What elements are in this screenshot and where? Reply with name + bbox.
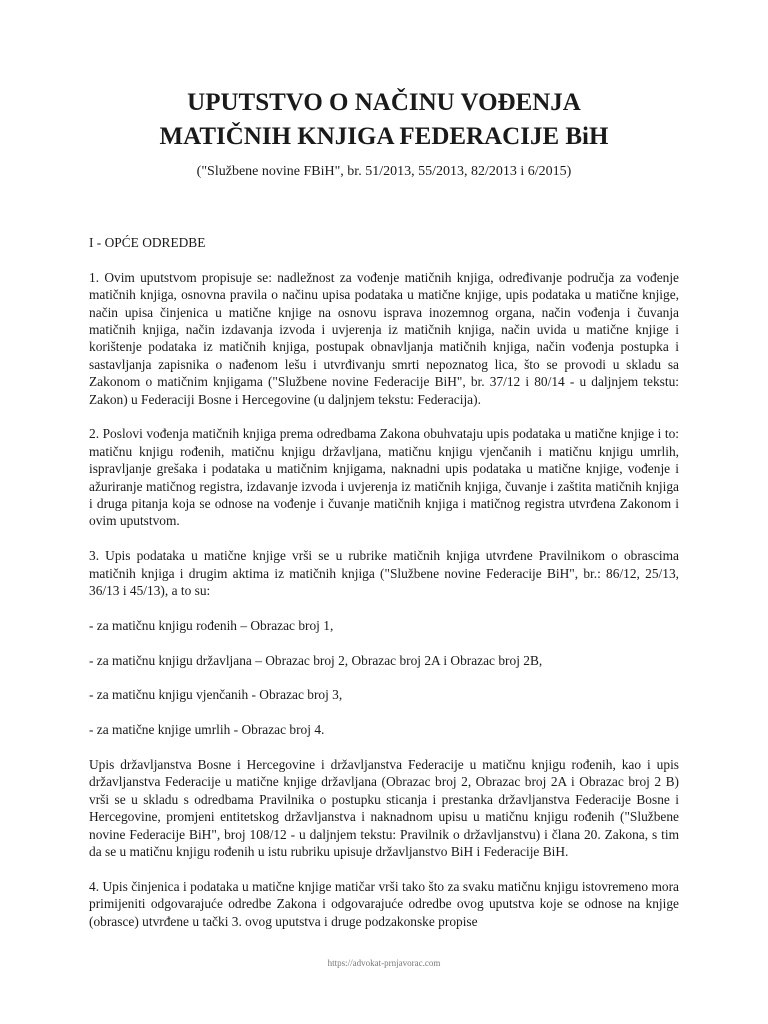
list-item: - za matičnu knjigu državljana – Obrazac broj 2, Obrazac broj 2A i Obrazac broj 2B, [89,652,543,668]
paragraph-3: 3. Upis podataka u matične knjige vrši se u rubrike matičnih knjiga utvrđene Pravilnikom o obrascima matičnih knjiga i drugim aktima iz matičnih knjiga ("Službene novine Federacije BiH", br.: 86/12, 25/13, 36/13 i 45/13), a to su: [89,548,679,599]
document-body [89,234,679,948]
footer-link[interactable]: https://advokat-prnjavorac.com [327,958,441,968]
paragraph-1: 1. Ovim uputstvom propisuje se: nadležnost za vođenje matičnih knjiga, određivanje područja za vođenje matičnih knjiga, osnovna pravila o načinu upisa podataka u matične knjige, upis podataka u matične knjige, način upisa činjenica u matične knjige na osnovu isprava inozemnog organa, način vođenja i čuvanja matičnih knjiga, način izdavanja izvoda i uvjerenja iz matičnih knjiga, način uvida u matične knjige i korištenje podataka iz matičnih knjiga, postupak obnavljanja matičnih knjiga, način vođenja postupka i sastavljanja zapisnika o nađenom lešu i utvrđivanju smrti nepoznatog lica, što se provodi u skladu sa Zakonom o matičnim knjigama ("Službene novine Federacije BiH", br. 37/12 i 80/14 - u daljnjem tekstu: Zakon) u Federaciji Bosne i Hercegovine (u daljnjem tekstu: Federacija). [89,269,679,407]
title-line-1: UPUTSTVO O NAČINU VOĐENJA [187,89,581,116]
title-line-2: MATIČNIH KNJIGA FEDERACIJE BiH [159,123,609,150]
paragraph-4: Upis državljanstva Bosne i Hercegovine i državljanstva Federacije u matičnu knjigu rođenih, kao i upis državljanstva Federacije u matične knjige državljana (Obrazac broj 2, Obrazac broj 2A i Obrazac broj 2 B) vrši se u skladu s odredbama Pravilnika o postupku sticanja i prestanka državljanstva Federacije Bosne i Hercegovine, promjeni entitetskog državljanstva i naknadnom upisu u matičnu knjigu rođenih ("Službene novine Federacije BiH", broj 108/12 - u daljnjem tekstu: Pravilnik o državljanstvu) i člana 20. Zakona, s tim da se u matičnu knjigu rođenih u istu rubriku upisuje državljanstvo BiH i Federacije BiH. [89,757,679,860]
paragraph-2: 2. Poslovi vođenja matičnih knjiga prema odredbama Zakona obuhvataju upis podataka u matične knjige i to: matičnu knjigu rođenih, matičnu knjigu državljana, matičnu knjigu vjenčanih i matičnu knjigu umrlih, ispravljanje grešaka i podataka u matičnim knjigama, naknadni upis podataka u matične knjige, vođenje i ažuriranje matičnog registra, izdavanje izvoda i uvjerenja iz matičnih knjiga, čuvanje i zaštita matičnih knjiga i druga pitanja koja se odnose na vođenje i čuvanje matičnih knjiga i matičnog registra utvrđena Zakonom i ovim uputstvom. [89,426,679,529]
section-heading: I - OPĆE ODREDBE [89,235,206,250]
list-item: - za matičnu knjigu rođenih – Obrazac broj 1, [89,617,334,633]
document-title [0,86,768,154]
list-item: - za matičnu knjigu vjenčanih - Obrazac broj 3, [89,687,343,703]
document-subtitle: ("Službene novine FBiH", br. 51/2013, 55/2013, 82/2013 i 6/2015) [196,164,572,179]
paragraph-5: 4. Upis činjenica i podataka u matične knjige matičar vrši tako što za svaku matičnu knjigu istovremeno mora primijeniti odgovarajuće odredbe Zakona i odgovarajuće odredbe ovog uputstva koje se odnose na knjige (obrasce) utvrđene u tački 3. ovog uputstva i druge podzakonske propise [89,878,679,929]
list-item: - za matične knjige umrlih - Obrazac broj 4. [89,722,325,738]
